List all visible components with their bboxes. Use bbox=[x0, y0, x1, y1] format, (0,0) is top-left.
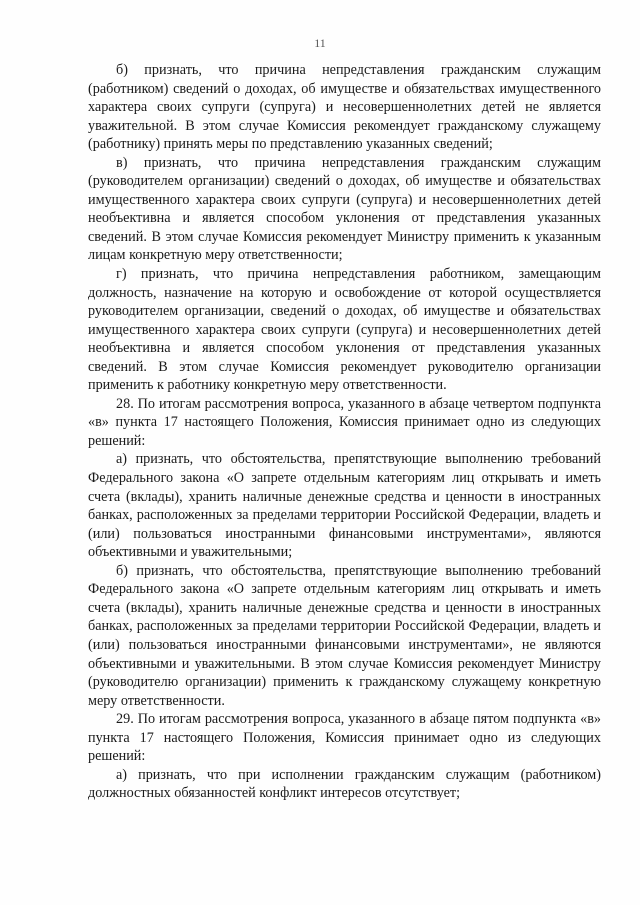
document-body bbox=[88, 61, 601, 803]
paragraph-g-employee-reason: г) признать, что причина непредставления работником, замещающим должность, назначение на которую и освобождение от которой осуществляется руководителем организации, сведений о доходах, об имуществе и обязательствах имущественного характера своих супруги (супруга) и несовершеннолетних детей необъективна и является способом уклонения от представления указанных сведений. В этом случае Комиссия рекомендует руководителю организации применить к работнику конкретную меру ответственности. bbox=[88, 266, 601, 394]
paragraph-29-intro: 29. По итогам рассмотрения вопроса, указанного в абзаце пятом подпункта «в» пункта 17 настоящего Положения, Комиссия принимает одно из следующих решений: bbox=[88, 711, 601, 765]
paragraph-v-reason-not-objective: в) признать, что причина непредставления гражданским служащим (руководителем организации) сведений о доходах, об имуществе и обязательствах имущественного характера своих супруги (супруга) и несовершеннолетних детей необъективна и является способом уклонения от представления указанных сведений. В этом случае Комиссия рекомендует Министру применить к указанным лицам конкретную меру ответственности; bbox=[88, 154, 601, 264]
page-number: 11 bbox=[314, 36, 326, 50]
paragraph-29-a: а) признать, что при исполнении гражданским служащим (работником) должностных обязанностей конфликт интересов отсутствует; bbox=[88, 766, 601, 802]
paragraph-b-reason-not-valid: б) признать, что причина непредставления гражданским служащим (работником) сведений о доходах, об имуществе и обязательствах имущественного характера своих супруги (супруга) и несовершеннолетних детей не является уважительной. В этом случае Комиссия рекомендует гражданскому служащему (работнику) принять меры по представлению указанных сведений; bbox=[88, 62, 601, 153]
paragraph-28-a: а) признать, что обстоятельства, препятствующие выполнению требований Федерального закона «О запрете отдельным категориям лиц открывать и иметь счета (вклады), хранить наличные денежные средства и ценности в иностранных банках, расположенных за пределами территории Российской Федерации, владеть и (или) пользоваться иностранными финансовыми инструментами», являются объективными и уважительными; bbox=[88, 451, 601, 561]
paragraph-28-b: б) признать, что обстоятельства, препятствующие выполнению требований Федерального закона «О запрете отдельным категориям лиц открывать и иметь счета (вклады), хранить наличные денежные средства и ценности в иностранных банках, расположенных за пределами территории Российской Федерации, владеть и (или) пользоваться иностранными финансовыми инструментами», не являются объективными и уважительными. В этом случае Комиссия рекомендует Министру (руководителю организации) применить к гражданскому служащему конкретную меру ответственности. bbox=[88, 562, 601, 709]
paragraph-28-intro: 28. По итогам рассмотрения вопроса, указанного в абзаце четвертом подпункта «в» пункта 17 настоящего Положения, Комиссия принимает одно из следующих решений: bbox=[88, 395, 601, 449]
